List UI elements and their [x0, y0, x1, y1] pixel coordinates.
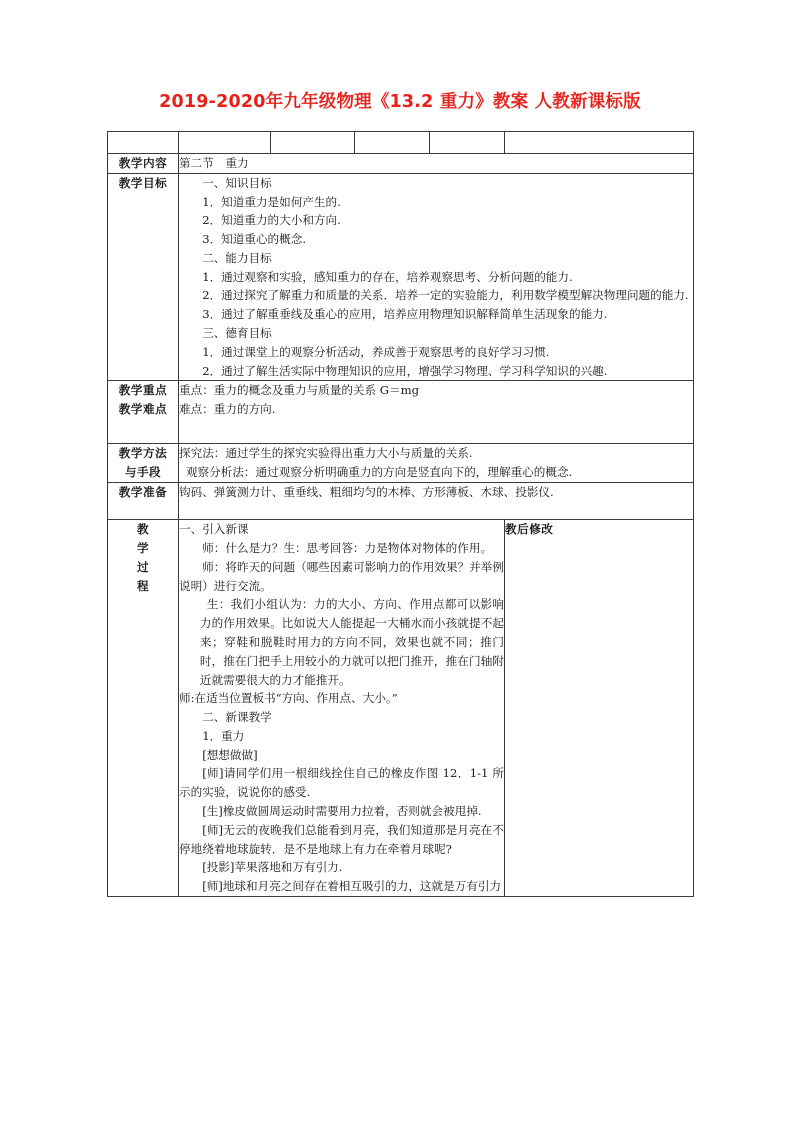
table-row-methods: [108, 443, 694, 482]
process-label-char: 程: [136, 578, 150, 593]
row-label-difficult: 教学难点: [118, 402, 168, 417]
objective-line: 3．通过了解重垂线及重心的应用，培养应用物理知识解释简单生活现象的能力.: [202, 307, 608, 322]
row-label-preparation: 教学准备: [108, 482, 179, 520]
objective-line: 一、知识目标: [202, 175, 272, 190]
process-paragraph: [师]无云的夜晚我们总能看到月亮，我们知道那是月亮在不停地绕着地球旋转．是不是地球上有力在牵着月球呢?: [179, 822, 504, 856]
row-label-objectives: 教学目标: [108, 173, 179, 381]
row-label-methods: [108, 443, 179, 482]
header-cell-6: [505, 132, 694, 154]
row-label-process: [108, 520, 179, 897]
header-cell-5: [430, 132, 505, 154]
process-label-char: 学: [136, 541, 150, 556]
objective-line: 1．知道重力是如何产生的.: [202, 194, 341, 209]
row-label-methods-line1: 教学方法: [118, 445, 168, 460]
process-paragraph: [师]地球和月亮之间存在着相互吸引的力，这就是万有引力: [202, 879, 502, 894]
header-cell-2: [179, 132, 271, 154]
objective-line: 1．通过观察和实验，感知重力的存在，培养观察思考、分析问题的能力.: [202, 269, 573, 284]
process-paragraph: 二、新课教学: [202, 710, 272, 725]
process-label-char: 过: [136, 559, 150, 574]
method-line: 探究法：通过学生的探究实验得出重力大小与质量的关系.: [179, 445, 473, 460]
difficult-point-line: 难点：重力的方向.: [179, 402, 276, 417]
key-point-line: 重点：重力的概念及重力与质量的关系 G＝mg: [179, 383, 420, 398]
objective-line: 三、德育目标: [202, 326, 272, 341]
row-value-key-difficult: [179, 381, 694, 444]
header-cell-3: [271, 132, 355, 154]
table-row-objectives: [108, 173, 694, 381]
process-paragraph: [投影]苹果落地和万有引力.: [202, 860, 343, 875]
post-lesson-revision-column: 教后修改: [505, 520, 694, 897]
process-paragraph: [想想做做]: [202, 747, 258, 762]
row-value-process: [179, 520, 505, 897]
method-line: 观察分析法：通过观察分析明确重力的方向是竖直向下的，理解重心的概念.: [185, 464, 573, 479]
header-cell-4: [355, 132, 430, 154]
row-label-methods-line2: 与手段: [124, 464, 162, 479]
row-value-preparation: 钩码、弹簧测力计、重垂线、粗细均匀的木棒、方形薄板、木球、投影仪.: [179, 482, 694, 520]
table-row-preparation: [108, 482, 694, 520]
process-paragraph: 师：什么是力？生：思考回答：力是物体对物体的作用。: [202, 541, 493, 556]
objective-line: 2．通过探究了解重力和质量的关系．培养一定的实验能力，利用数学模型解决物理问题的能力.: [202, 288, 689, 303]
process-paragraph: [生]橡皮做圆周运动时需要用力拉着，否则就会被甩掉.: [202, 804, 482, 818]
row-value-teaching-content: 第二节 重力: [179, 154, 694, 174]
table-row-process: [108, 520, 694, 897]
process-label-char: 教: [136, 522, 150, 537]
lesson-plan-table: [107, 131, 694, 897]
objective-line: 2．知道重力的大小和方向.: [202, 213, 341, 228]
process-paragraph: 师：将昨天的问题（哪些因素可影响力的作用效果？并举例说明）进行交流。: [179, 559, 504, 593]
page-title: 2019-2020年九年级物理《13.2 重力》教案 人教新课标版: [159, 92, 641, 112]
objective-line: 2．通过了解生活实际中物理知识的应用，增强学习物理、学习科学知识的兴趣.: [202, 363, 608, 378]
process-paragraph: 1．重力: [202, 728, 245, 743]
process-paragraph: 生：我们小组认为：力的大小、方向、作用点都可以影响力的作用效果。比如说大人能提起一大桶水而小孩就提不起来；穿鞋和脱鞋时用力的方向不同，效果也就不同；推门时，推在门把手上用较小的力就可以把门推开，推在门轴附近就需要很大的力才能推开。: [199, 597, 504, 687]
process-paragraph: 师:在适当位置板书“方向、作用点、大小。”: [179, 691, 398, 706]
row-label-key: 教学重点: [118, 383, 168, 398]
table-row-key-difficult: [108, 381, 694, 444]
row-value-objectives: [179, 173, 694, 381]
table-row: [108, 132, 694, 154]
process-paragraph: 一、引入新课: [179, 522, 249, 537]
process-paragraph: [师]请同学们用一根细线拴住自己的橡皮作图 12．1-1 所示的实验，说说你的感受.: [179, 766, 504, 800]
table-row-teaching-content: [108, 154, 694, 174]
row-label-key-difficult: [108, 381, 179, 444]
objective-line: 1．通过课堂上的观察分析活动，养成善于观察思考的良好学习习惯.: [202, 344, 550, 359]
objective-line: 3．知道重心的概念.: [202, 232, 306, 247]
row-value-methods: [179, 443, 694, 482]
header-cell-1: [108, 132, 179, 154]
objective-line: 二、能力目标: [202, 250, 272, 265]
row-label-teaching-content: 教学内容: [108, 154, 179, 174]
